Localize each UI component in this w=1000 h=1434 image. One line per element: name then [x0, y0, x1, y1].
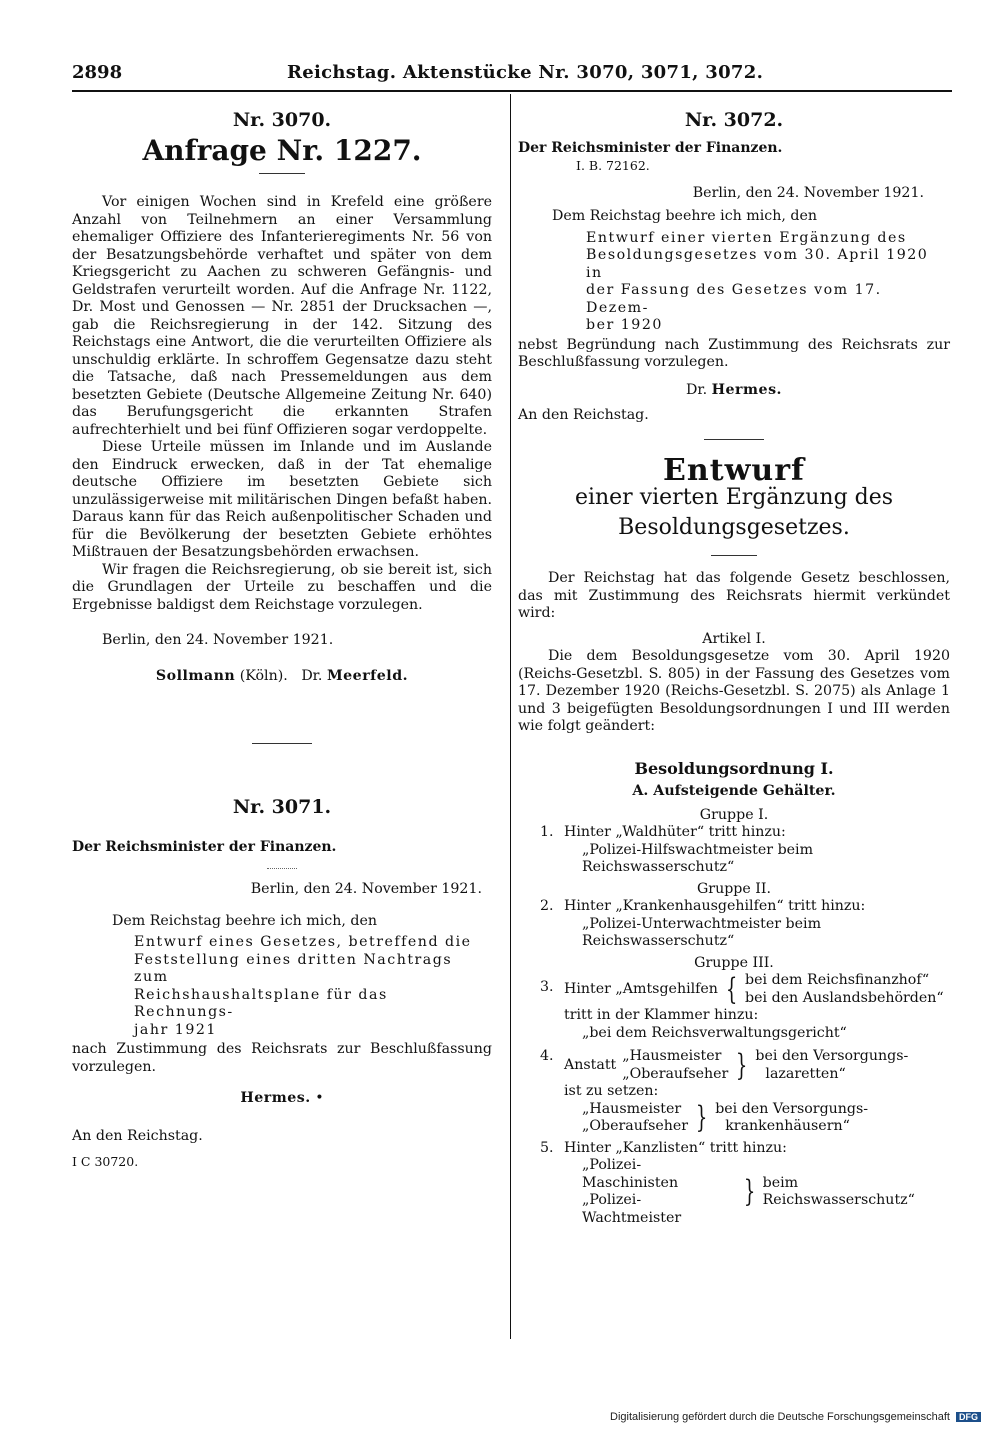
column-divider — [510, 94, 511, 1339]
item-text: tritt in der Klammer hinzu: — [564, 1007, 759, 1023]
left-column — [72, 109, 492, 1171]
gruppe-heading: Gruppe I. — [699, 806, 769, 823]
item-option: bei den Versorgungs- — [715, 1100, 869, 1117]
doc-3070-paragraph-1: Vor einigen Wochen sind in Krefeld eine größere Anzahl von Teilnehmern an einer Versammlung ehemaliger Offiziere des Infanterieregiments Nr. 56 von der Besatzungsbehörde verhaftet und später von dem Kriegsgericht zu Aachen zu schweren Gefängnis- und Geldstrafen verurteilt worden. Auf die Anfrage Nr. 1122, Dr. Most und Genossen — Nr. 2851 der Drucksachen —, gab die Reichsregierung in der 142. Sitzung des Reichstags eine Antwort, die die verurteilten Offiziere als unschuldig erklärte. In schroffem Gegensatze dazu steht die Tatsache, daß nach Pressemeldungen aus dem besetzten Gebiete (Deutsche Allgemeine Zeitung Nr. 640) das Berufungsgericht die erkannten Strafen aufrechterhielt und bei fünf Offizieren sogar verdoppelte. — [72, 194, 492, 438]
item-option: „Oberaufseher — [622, 1065, 729, 1082]
item-option: „Hausmeister — [582, 1100, 682, 1117]
section-heading: A. Aufsteigende Gehälter. — [632, 783, 836, 799]
item-bracket-row — [564, 1048, 950, 1083]
doc-3071-body-line: Reichshaushaltsplane für das Rechnungs- — [134, 986, 388, 1020]
item-option: lazaretten“ — [765, 1065, 846, 1082]
item-text: Hinter „Kanzlisten“ tritt hinzu: — [564, 1139, 787, 1156]
item-number: 2. — [540, 898, 554, 914]
draft-subtitle-2: Besoldungsgesetzes. — [618, 515, 850, 540]
draft-title: Entwurf — [663, 452, 805, 488]
item-options — [582, 1157, 736, 1227]
item-addition: „Polizei-Hilfswachtmeister beim Reichswasserschutz“ — [582, 841, 814, 875]
list-item — [518, 972, 950, 1042]
doc-3072-body — [518, 230, 950, 335]
signature-mark: • — [315, 1090, 324, 1106]
title-rule — [711, 555, 757, 556]
dfg-logo-icon: DFG — [956, 1412, 981, 1422]
ordnung-heading: Besoldungsordnung I. — [634, 758, 834, 778]
item-options — [715, 1101, 868, 1136]
signature-place: (Köln). — [239, 667, 288, 684]
footer-note: Digitalisierung gefördert durch die Deutsche Forschungsgemeinschaft — [610, 1411, 950, 1423]
item-text: Hinter „Waldhüter“ tritt hinzu: — [564, 824, 786, 840]
doc-3072-date: Berlin, den 24. November 1921. — [692, 184, 924, 201]
item-options — [582, 1101, 688, 1136]
doc-3071-signature-line — [72, 1090, 492, 1108]
doc-3071-sender: Der Reichsminister der Finanzen. — [72, 838, 337, 855]
item-options — [755, 1048, 908, 1083]
section-rule — [252, 743, 312, 744]
doc-3071-body — [72, 934, 492, 1039]
running-title: Reichstag. Aktenstücke Nr. 3070, 3071, 3072. — [287, 62, 764, 83]
item-text: Hinter „Amtsgehilfen — [564, 980, 718, 997]
signature-hermes: Hermes. — [711, 381, 782, 398]
signature-hermes: Hermes. — [240, 1090, 311, 1106]
section-rule — [704, 439, 764, 440]
page-number: 2898 — [72, 62, 123, 83]
doc-3072-reference: I. B. 72162. — [576, 158, 650, 173]
doc-3071-intro: Dem Reichstag beehre ich mich, den — [112, 912, 378, 929]
doc-3072-closing: nebst Begründung nach Zustimmung des Reichsrats zur Beschlußfassung vorzulegen. — [518, 336, 950, 370]
item-addition: „bei dem Reichsverwaltungsgericht“ — [582, 1024, 847, 1041]
list-item — [518, 898, 950, 951]
item-option: bei den Versorgungs- — [755, 1048, 909, 1064]
item-option: „Oberaufseher — [582, 1118, 689, 1134]
doc-3070-signatures — [72, 668, 492, 686]
item-text: Hinter „Krankenhausgehilfen“ tritt hinzu: — [564, 898, 866, 914]
doc-3072-body-line: Besoldungsgesetzes vom 30. April 1920 in — [586, 247, 929, 281]
page-header — [72, 62, 952, 86]
brace-icon: } — [736, 1047, 748, 1083]
item-options — [745, 972, 944, 1007]
item-option: „Polizei-Wachtmeister — [582, 1192, 682, 1226]
doc-3071-body-line: Entwurf eines Gesetzes, betreffend die — [134, 934, 472, 950]
doc-3072-sender: Der Reichsminister der Finanzen. — [518, 139, 783, 156]
doc-3070-paragraph-3: Wir fragen die Reichsregierung, ob sie bereit ist, sich die Grundlagen der Urteile zu beschaffen und die Ergebnisse baldigst dem Reichstage vorzulegen. — [72, 561, 492, 613]
doc-3071-addressee: An den Reichstag. — [72, 1127, 203, 1144]
item-number: 1. — [540, 824, 554, 840]
draft-preamble: Der Reichstag hat das folgende Gesetz beschlossen, das mit Zustimmung des Reichsrats hiermit verkündet wird: — [518, 570, 950, 621]
signature-title: Dr. — [686, 381, 708, 398]
item-option: bei dem Reichsfinanzhof“ — [745, 972, 930, 988]
doc-3070-title: Anfrage Nr. 1227. — [142, 133, 422, 167]
doc-3071-body-line: Feststellung eines dritten Nachtrags zum — [134, 951, 453, 985]
digitization-footer — [610, 1411, 981, 1423]
signature-meerfeld: Meerfeld. — [326, 667, 409, 684]
doc-3072-body-line: Entwurf einer vierten Ergänzung des — [586, 229, 907, 246]
doc-3071-number: Nr. 3071. — [232, 796, 332, 818]
doc-3070-date: Berlin, den 24. November 1921. — [102, 632, 334, 648]
item-bracket-row — [564, 1101, 950, 1136]
right-column — [518, 109, 950, 1227]
doc-3072-intro: Dem Reichstag beehre ich mich, den — [552, 208, 818, 224]
doc-3072-signature-line — [518, 382, 950, 400]
item-option: „Polizei-Maschinisten — [582, 1157, 679, 1191]
item-number: 4. — [540, 1048, 554, 1064]
doc-3070-paragraph-2: Diese Urteile müssen im Inlande und im Auslande den Eindruck erwecken, daß in der Tat ehemalige deutsche Offiziere im besetzten Gebiete sich unzulässigerweise mit militärischen Dingen befaßt haben. Daraus kann für das Reich außenpolitischer Schaden und für die Bevölkerung der besetzten Gebiete erhöhtes Mißtrauen der Besatzungsbehörden erwachsen. — [72, 439, 492, 560]
doc-3072-addressee: An den Reichstag. — [518, 407, 649, 423]
item-option: „Hausmeister — [622, 1048, 722, 1064]
item-options — [622, 1048, 728, 1083]
item-option: bei den Auslandsbehörden“ — [745, 989, 944, 1006]
doc-3071-reference: I C 30720. — [72, 1154, 139, 1169]
doc-3072-body-line: der Fassung des Gesetzes vom 17. Dezem- — [586, 282, 882, 316]
item-number: 3. — [540, 979, 554, 995]
list-item — [518, 824, 950, 877]
item-option: krankenhäusern“ — [725, 1118, 850, 1134]
item-text: ist zu setzen: — [564, 1083, 659, 1099]
doc-3072-body-line: ber 1920 — [586, 317, 663, 333]
doc-3071-date: Berlin, den 24. November 1921. — [250, 881, 482, 897]
signature-sollmann: Sollmann — [155, 667, 236, 684]
gruppe-heading: Gruppe III. — [694, 954, 774, 971]
title-rule — [259, 173, 305, 174]
item-option: beim Reichswasserschutz“ — [762, 1174, 915, 1208]
item-bracket-row — [564, 972, 950, 1007]
doc-3071-body-line: jahr 1921 — [134, 1021, 217, 1038]
doc-3072-number: Nr. 3072. — [684, 109, 784, 131]
item-text: Anstatt — [564, 1056, 617, 1073]
item-number: 5. — [540, 1139, 554, 1156]
doc-3071-closing: nach Zustimmung des Reichsrats zur Beschlußfassung vorzulegen. — [72, 1041, 492, 1075]
article-text: Die dem Besoldungsgesetze vom 30. April 1920 (Reichs-Gesetzbl. S. 805) in der Fassung des Gesetzes vom 17. Dezember 1920 (Reichs-Gesetzbl. S. 2075) als Anlage 1 und 3 beigefügten Besoldungsordnungen I und III werden wie folgt geändert: — [518, 648, 950, 734]
item-addition: „Polizei-Unterwachtmeister beim Reichswasserschutz“ — [582, 915, 822, 949]
dotted-rule — [267, 868, 297, 869]
item-bracket-row — [564, 1157, 950, 1227]
gruppe-heading: Gruppe II. — [696, 880, 772, 897]
brace-icon: } — [743, 1174, 755, 1209]
brace-icon: { — [725, 971, 738, 1007]
list-item — [518, 1048, 950, 1136]
draft-subtitle-1: einer vierten Ergänzung des — [574, 485, 894, 510]
doc-3070-number: Nr. 3070. — [232, 109, 332, 131]
signature-title: Dr. — [301, 667, 323, 684]
brace-icon: } — [695, 1100, 708, 1135]
header-rule — [72, 90, 952, 92]
list-item — [518, 1140, 950, 1228]
article-heading: Artikel I. — [702, 630, 766, 647]
